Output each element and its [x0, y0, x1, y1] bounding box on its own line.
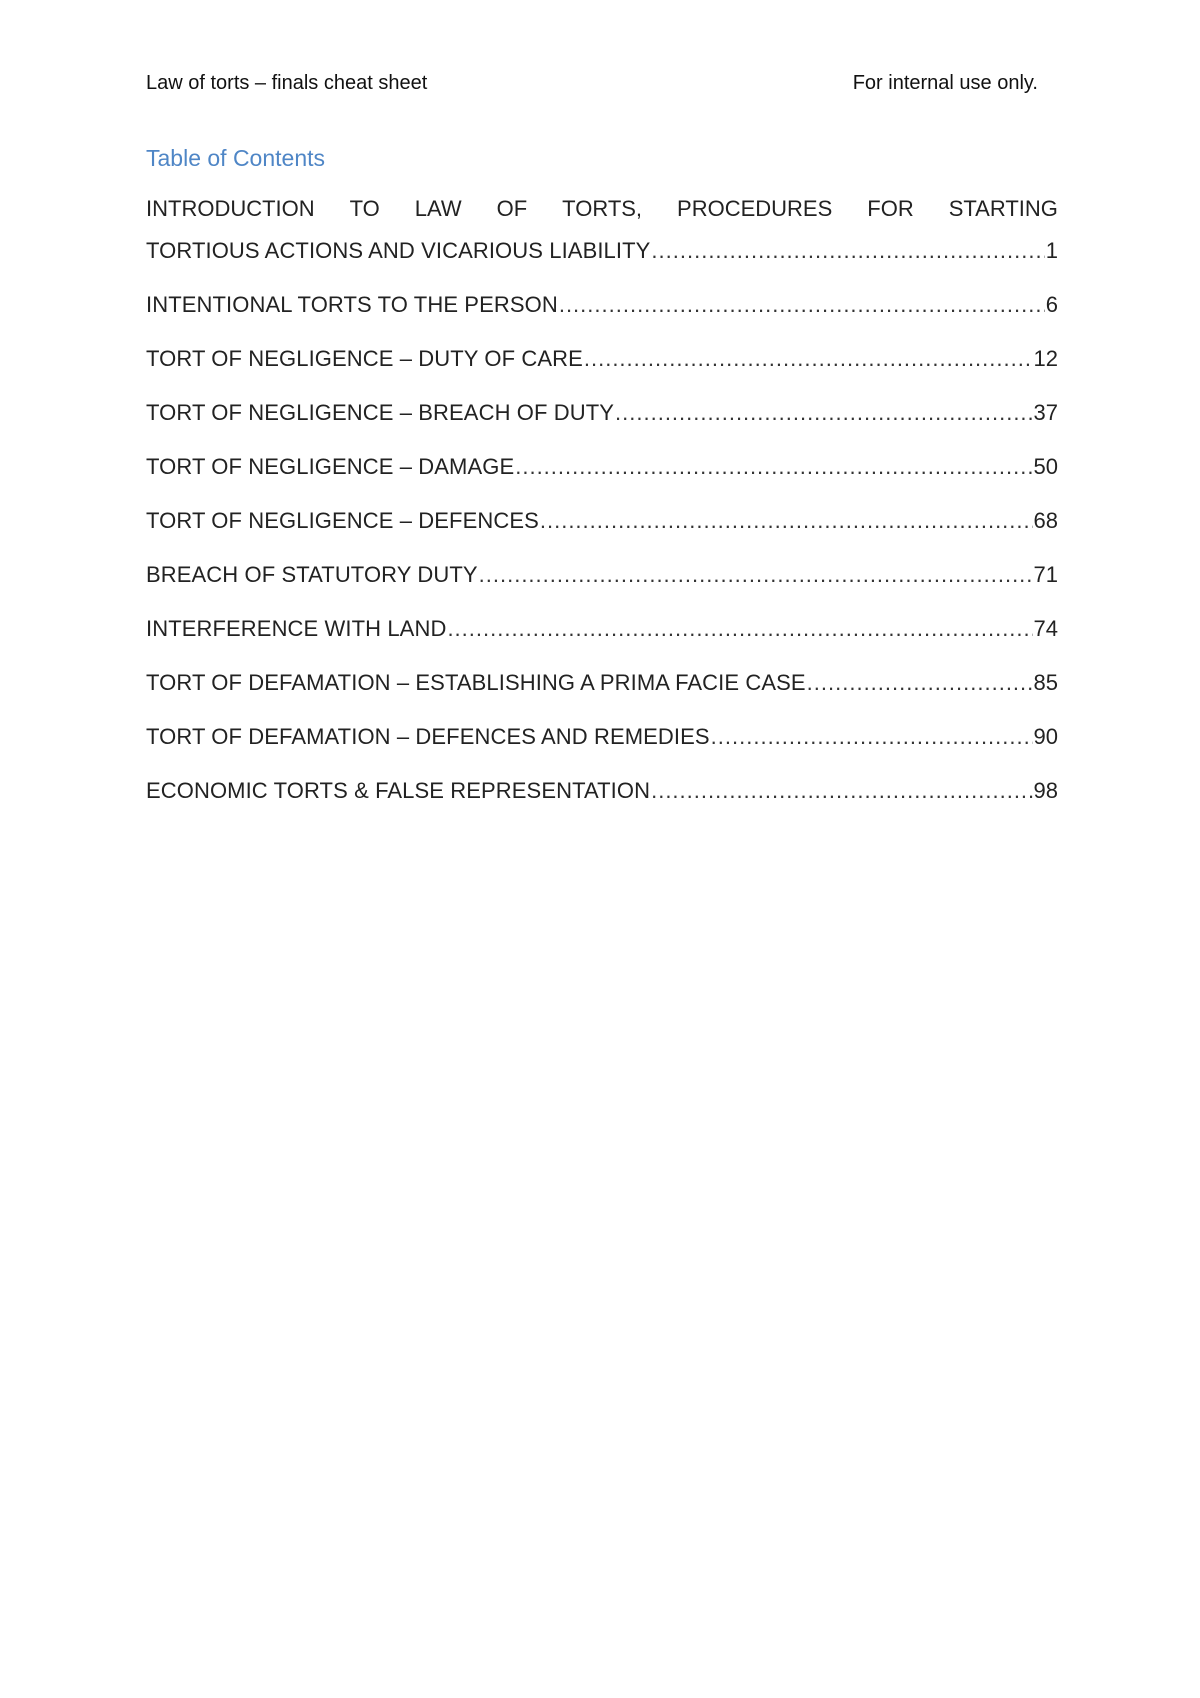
- toc-entry[interactable]: [146, 562, 1058, 592]
- toc-dot-leader: [559, 292, 1045, 318]
- toc-entry[interactable]: [146, 292, 1058, 322]
- toc-dot-leader: [615, 400, 1032, 426]
- toc-entry-line-1: [146, 196, 1058, 226]
- page-header: [146, 72, 1042, 98]
- toc-word: FOR: [867, 196, 914, 221]
- toc-dot-leader: [479, 562, 1033, 588]
- toc-page-number: 6: [1045, 292, 1058, 317]
- toc-entry[interactable]: [146, 508, 1058, 538]
- toc-page-number: 71: [1033, 562, 1058, 587]
- toc-entry-text: INTERFERENCE WITH LAND: [146, 616, 447, 641]
- toc-dot-leader: [540, 508, 1033, 534]
- toc-dot-leader: [651, 778, 1032, 804]
- toc-dot-leader: [447, 616, 1032, 642]
- toc-entry-text: TORT OF DEFAMATION – DEFENCES AND REMEDIES: [146, 724, 710, 749]
- toc-heading: Table of Contents: [146, 145, 326, 171]
- toc-page-number: 74: [1033, 616, 1058, 641]
- toc-entry-text: TORT OF NEGLIGENCE – DEFENCES: [146, 508, 539, 533]
- toc-entry-text: TORT OF DEFAMATION – ESTABLISHING A PRIMA FACIE CASE: [146, 670, 806, 695]
- toc-dot-leader: [651, 238, 1044, 264]
- toc-word: TO: [349, 196, 380, 221]
- header-title: Law of torts – finals cheat sheet: [146, 72, 428, 94]
- toc-word: INTRODUCTION: [146, 196, 315, 221]
- toc-page-number: 1: [1045, 238, 1058, 263]
- toc-entry[interactable]: [146, 346, 1058, 376]
- toc-word: OF: [496, 196, 528, 221]
- toc-entry[interactable]: [146, 778, 1058, 808]
- toc-entry-text: TORTIOUS ACTIONS AND VICARIOUS LIABILITY: [146, 238, 651, 263]
- toc-entry-text: BREACH OF STATUTORY DUTY: [146, 562, 478, 587]
- toc-page-number: 98: [1033, 778, 1058, 803]
- toc-word: PROCEDURES: [677, 196, 833, 221]
- toc-entry[interactable]: [146, 400, 1058, 430]
- toc-page-number: 90: [1033, 724, 1058, 749]
- toc-dot-leader: [584, 346, 1033, 372]
- toc-page-number: 50: [1033, 454, 1058, 479]
- toc-entry-text: TORT OF NEGLIGENCE – DAMAGE: [146, 454, 515, 479]
- toc-entry-text: TORT OF NEGLIGENCE – BREACH OF DUTY: [146, 400, 615, 425]
- toc-entry[interactable]: [146, 616, 1058, 646]
- toc-page-number: 37: [1033, 400, 1058, 425]
- toc-entry[interactable]: [146, 724, 1058, 754]
- toc-dot-leader: [711, 724, 1033, 750]
- toc-page-number: 85: [1033, 670, 1058, 695]
- toc-page-number: 68: [1033, 508, 1058, 533]
- toc-entry-introduction[interactable]: [146, 196, 1058, 268]
- toc-entry-text: ECONOMIC TORTS & FALSE REPRESENTATION: [146, 778, 651, 803]
- toc-entry-text: INTENTIONAL TORTS TO THE PERSON: [146, 292, 558, 317]
- table-of-contents: [146, 196, 1058, 832]
- toc-word: TORTS,: [562, 196, 643, 221]
- toc-entry-line-2: [146, 238, 1058, 268]
- toc-entry-text: TORT OF NEGLIGENCE – DUTY OF CARE: [146, 346, 583, 371]
- toc-word: LAW: [414, 196, 462, 221]
- toc-entry[interactable]: [146, 454, 1058, 484]
- toc-word: STARTING: [948, 196, 1058, 221]
- toc-dot-leader: [515, 454, 1032, 480]
- toc-entry[interactable]: [146, 670, 1058, 700]
- header-notice: For internal use only.: [852, 72, 1038, 94]
- toc-page-number: 12: [1033, 346, 1058, 371]
- toc-dot-leader: [807, 670, 1033, 696]
